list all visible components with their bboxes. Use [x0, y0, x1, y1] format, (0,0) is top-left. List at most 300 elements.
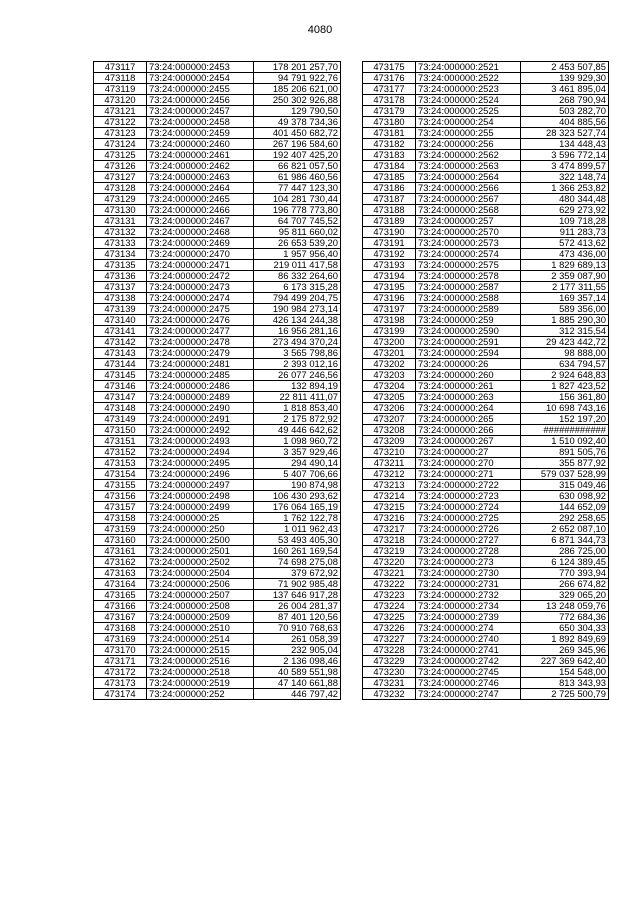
record-number-cell: 473142 [94, 337, 147, 348]
cadastral-number-cell: 73:24:000000:2470 [147, 249, 254, 260]
cadastral-number-cell: 73:24:000000:2739 [416, 612, 521, 623]
cadastral-number-cell: 73:24:000000:2570 [416, 227, 521, 238]
record-number-cell: 473173 [94, 678, 147, 689]
value-cell: 156 361,80 [521, 392, 609, 403]
record-number-cell: 473199 [363, 326, 416, 337]
value-cell: 891 505,76 [521, 447, 609, 458]
cadastral-number-cell: 73:24:000000:2465 [147, 194, 254, 205]
table-row [363, 227, 609, 238]
value-cell: 71 902 985,48 [254, 579, 341, 590]
table-row [94, 513, 341, 524]
table-row [94, 502, 341, 513]
record-number-cell: 473136 [94, 271, 147, 282]
record-number-cell: 473179 [363, 106, 416, 117]
table-row [363, 656, 609, 667]
table-row [363, 414, 609, 425]
table-row [363, 579, 609, 590]
cadastral-number-cell: 73:24:000000:2522 [416, 73, 521, 84]
table-row [363, 326, 609, 337]
table-row [94, 546, 341, 557]
record-number-cell: 473200 [363, 337, 416, 348]
value-cell: 26 653 539,20 [254, 238, 341, 249]
value-cell: 86 332 264,60 [254, 271, 341, 282]
table-row [94, 194, 341, 205]
record-number-cell: 473209 [363, 436, 416, 447]
cadastral-number-cell: 73:24:000000:2568 [416, 205, 521, 216]
cadastral-number-cell: 73:24:000000:2463 [147, 172, 254, 183]
value-cell: 95 811 660,02 [254, 227, 341, 238]
table-row [94, 205, 341, 216]
cadastral-number-cell: 73:24:000000:274 [416, 623, 521, 634]
cadastral-number-cell: 73:24:000000:2514 [147, 634, 254, 645]
record-number-cell: 473174 [94, 689, 147, 700]
value-cell: 26 077 246,56 [254, 370, 341, 381]
value-cell: 169 357,14 [521, 293, 609, 304]
cadastral-number-cell: 73:24:000000:2566 [416, 183, 521, 194]
cadastral-number-cell: 73:24:000000:2471 [147, 260, 254, 271]
table-row [363, 337, 609, 348]
record-number-cell: 473221 [363, 568, 416, 579]
cadastral-number-cell: 73:24:000000:2562 [416, 150, 521, 161]
table-row [94, 667, 341, 678]
value-cell: 53 493 405,30 [254, 535, 341, 546]
table-row [363, 480, 609, 491]
table-row [94, 491, 341, 502]
value-cell: 1 957 956,40 [254, 249, 341, 260]
cadastral-number-cell: 73:24:000000:2590 [416, 326, 521, 337]
record-number-cell: 473127 [94, 172, 147, 183]
page-number: 4080 [307, 24, 333, 36]
cadastral-number-cell: 73:24:000000:2723 [416, 491, 521, 502]
value-cell: 98 888,00 [521, 348, 609, 359]
record-number-cell: 473226 [363, 623, 416, 634]
value-cell: 154 548,00 [521, 667, 609, 678]
record-number-cell: 473178 [363, 95, 416, 106]
record-number-cell: 473119 [94, 84, 147, 95]
table-row [363, 469, 609, 480]
table-row [363, 293, 609, 304]
value-cell: 61 986 460,56 [254, 172, 341, 183]
record-number-cell: 473124 [94, 139, 147, 150]
value-cell: 2 175 872,92 [254, 414, 341, 425]
value-cell: 13 248 059,76 [521, 601, 609, 612]
record-number-cell: 473153 [94, 458, 147, 469]
table-row [94, 183, 341, 194]
table-row [363, 260, 609, 271]
table-row [363, 359, 609, 370]
table-row [363, 535, 609, 546]
record-number-cell: 473170 [94, 645, 147, 656]
cadastral-number-cell: 73:24:000000:2573 [416, 238, 521, 249]
value-cell: 104 281 730,44 [254, 194, 341, 205]
record-number-cell: 473232 [363, 689, 416, 700]
cadastral-number-cell: 73:24:000000:2746 [416, 678, 521, 689]
record-number-cell: 473191 [363, 238, 416, 249]
value-cell: 379 672,92 [254, 568, 341, 579]
record-number-cell: 473230 [363, 667, 416, 678]
value-cell: 6 871 344,73 [521, 535, 609, 546]
value-cell: 355 877,92 [521, 458, 609, 469]
value-cell: 446 797,42 [254, 689, 341, 700]
cadastral-number-cell: 73:24:000000:2510 [147, 623, 254, 634]
record-number-cell: 473121 [94, 106, 147, 117]
value-cell: 250 302 926,88 [254, 95, 341, 106]
cadastral-number-cell: 73:24:000000:266 [416, 425, 521, 436]
table-row [94, 260, 341, 271]
value-cell: 16 956 281,16 [254, 326, 341, 337]
value-cell: 190 874,98 [254, 480, 341, 491]
right-table-body [363, 62, 609, 700]
value-cell: 266 674,82 [521, 579, 609, 590]
record-number-cell: 473180 [363, 117, 416, 128]
record-number-cell: 473133 [94, 238, 147, 249]
table-row [94, 337, 341, 348]
cadastral-number-cell: 73:24:000000:2473 [147, 282, 254, 293]
record-number-cell: 473165 [94, 590, 147, 601]
value-cell: 503 282,70 [521, 106, 609, 117]
table-row [363, 216, 609, 227]
cadastral-number-cell: 73:24:000000:2563 [416, 161, 521, 172]
value-cell: 1 827 423,52 [521, 381, 609, 392]
record-number-cell: 473228 [363, 645, 416, 656]
value-cell: 64 707 745,52 [254, 216, 341, 227]
table-row [363, 590, 609, 601]
table-row [363, 271, 609, 282]
record-number-cell: 473150 [94, 425, 147, 436]
record-number-cell: 473120 [94, 95, 147, 106]
cadastral-number-cell: 73:24:000000:265 [416, 414, 521, 425]
record-number-cell: 473126 [94, 161, 147, 172]
value-cell: 22 811 411,07 [254, 392, 341, 403]
record-number-cell: 473129 [94, 194, 147, 205]
value-cell: 1 366 253,82 [521, 183, 609, 194]
record-number-cell: 473194 [363, 271, 416, 282]
cadastral-number-cell: 73:24:000000:2461 [147, 150, 254, 161]
cadastral-number-cell: 73:24:000000:2508 [147, 601, 254, 612]
record-number-cell: 473192 [363, 249, 416, 260]
cadastral-number-cell: 73:24:000000:2502 [147, 557, 254, 568]
value-cell: 401 450 682,72 [254, 128, 341, 139]
record-number-cell: 473162 [94, 557, 147, 568]
record-number-cell: 473206 [363, 403, 416, 414]
value-cell: 267 196 584,60 [254, 139, 341, 150]
table-row [363, 106, 609, 117]
record-number-cell: 473155 [94, 480, 147, 491]
record-number-cell: 473190 [363, 227, 416, 238]
value-cell: 292 258,65 [521, 513, 609, 524]
value-cell: 66 821 057,50 [254, 161, 341, 172]
record-number-cell: 473148 [94, 403, 147, 414]
table-row [94, 458, 341, 469]
cadastral-number-cell: 73:24:000000:2477 [147, 326, 254, 337]
cadastral-number-cell: 73:24:000000:2491 [147, 414, 254, 425]
table-row [363, 381, 609, 392]
value-cell: 70 910 768,63 [254, 623, 341, 634]
cadastral-number-cell: 73:24:000000:2495 [147, 458, 254, 469]
table-row [94, 645, 341, 656]
value-cell: 6 124 389,45 [521, 557, 609, 568]
value-cell: 77 447 123,30 [254, 183, 341, 194]
cadastral-number-cell: 73:24:000000:2474 [147, 293, 254, 304]
record-number-cell: 473156 [94, 491, 147, 502]
cadastral-number-cell: 73:24:000000:264 [416, 403, 521, 414]
table-row [363, 557, 609, 568]
cadastral-number-cell: 73:24:000000:2745 [416, 667, 521, 678]
cadastral-number-cell: 73:24:000000:2462 [147, 161, 254, 172]
value-cell: 1 818 853,40 [254, 403, 341, 414]
table-row [94, 436, 341, 447]
value-cell: 129 790,50 [254, 106, 341, 117]
value-cell: 634 794,57 [521, 359, 609, 370]
table-row [94, 348, 341, 359]
record-number-cell: 473147 [94, 392, 147, 403]
table-row [94, 612, 341, 623]
table-row [94, 161, 341, 172]
table-row [363, 645, 609, 656]
table-row [94, 381, 341, 392]
cadastral-number-cell: 73:24:000000:2493 [147, 436, 254, 447]
record-number-cell: 473181 [363, 128, 416, 139]
table-row [363, 546, 609, 557]
table-row [94, 689, 341, 700]
table-row [94, 139, 341, 150]
cadastral-number-cell: 73:24:000000:252 [147, 689, 254, 700]
cadastral-number-cell: 73:24:000000:2518 [147, 667, 254, 678]
cadastral-number-cell: 73:24:000000:2730 [416, 568, 521, 579]
record-number-cell: 473217 [363, 524, 416, 535]
record-number-cell: 473161 [94, 546, 147, 557]
record-number-cell: 473149 [94, 414, 147, 425]
value-cell: 273 494 370,24 [254, 337, 341, 348]
table-row [94, 304, 341, 315]
record-number-cell: 473220 [363, 557, 416, 568]
value-cell: 589 356,00 [521, 304, 609, 315]
record-number-cell: 473207 [363, 414, 416, 425]
cadastral-number-cell: 73:24:000000:2492 [147, 425, 254, 436]
cadastral-number-cell: 73:24:000000:2454 [147, 73, 254, 84]
table-row [363, 513, 609, 524]
table-row [363, 249, 609, 260]
value-cell: 404 885,56 [521, 117, 609, 128]
value-cell: 426 134 244,38 [254, 315, 341, 326]
record-number-cell: 473135 [94, 260, 147, 271]
record-number-cell: 473169 [94, 634, 147, 645]
cadastral-number-cell: 73:24:000000:2499 [147, 502, 254, 513]
table-row [94, 579, 341, 590]
table-row [94, 469, 341, 480]
value-cell: 1 892 849,69 [521, 634, 609, 645]
record-number-cell: 473229 [363, 656, 416, 667]
cadastral-number-cell: 73:24:000000:25 [147, 513, 254, 524]
value-cell: 1 829 689,13 [521, 260, 609, 271]
cadastral-number-cell: 73:24:000000:2472 [147, 271, 254, 282]
cadastral-number-cell: 73:24:000000:2476 [147, 315, 254, 326]
record-number-cell: 473219 [363, 546, 416, 557]
cadastral-number-cell: 73:24:000000:2740 [416, 634, 521, 645]
value-cell: 770 393,94 [521, 568, 609, 579]
table-row [94, 634, 341, 645]
table-row [94, 480, 341, 491]
cadastral-number-cell: 73:24:000000:2489 [147, 392, 254, 403]
value-cell: 813 343,93 [521, 678, 609, 689]
cadastral-number-cell: 73:24:000000:2455 [147, 84, 254, 95]
cadastral-number-cell: 73:24:000000:2727 [416, 535, 521, 546]
table-row [363, 491, 609, 502]
cadastral-number-cell: 73:24:000000:2747 [416, 689, 521, 700]
table-row [94, 414, 341, 425]
record-number-cell: 473152 [94, 447, 147, 458]
table-row [94, 62, 341, 73]
cadastral-number-cell: 73:24:000000:2724 [416, 502, 521, 513]
value-cell: 772 684,36 [521, 612, 609, 623]
record-number-cell: 473208 [363, 425, 416, 436]
cadastral-number-cell: 73:24:000000:271 [416, 469, 521, 480]
cadastral-number-cell: 73:24:000000:2456 [147, 95, 254, 106]
value-cell: 134 448,43 [521, 139, 609, 150]
record-number-cell: 473118 [94, 73, 147, 84]
cadastral-number-cell: 73:24:000000:254 [416, 117, 521, 128]
value-cell: 3 461 895,04 [521, 84, 609, 95]
record-number-cell: 473171 [94, 656, 147, 667]
record-number-cell: 473138 [94, 293, 147, 304]
value-cell: 87 401 120,56 [254, 612, 341, 623]
cadastral-number-cell: 73:24:000000:2497 [147, 480, 254, 491]
value-cell: 1 098 960,72 [254, 436, 341, 447]
cadastral-number-cell: 73:24:000000:2524 [416, 95, 521, 106]
record-number-cell: 473168 [94, 623, 147, 634]
record-number-cell: 473223 [363, 590, 416, 601]
record-number-cell: 473205 [363, 392, 416, 403]
table-row [94, 425, 341, 436]
record-number-cell: 473141 [94, 326, 147, 337]
record-number-cell: 473140 [94, 315, 147, 326]
record-number-cell: 473163 [94, 568, 147, 579]
cadastral-number-cell: 73:24:000000:2475 [147, 304, 254, 315]
value-cell: 794 499 204,75 [254, 293, 341, 304]
record-number-cell: 473125 [94, 150, 147, 161]
cadastral-number-cell: 73:24:000000:2498 [147, 491, 254, 502]
table-row [363, 425, 609, 436]
value-cell: 572 413,62 [521, 238, 609, 249]
record-number-cell: 473160 [94, 535, 147, 546]
table-row [363, 502, 609, 513]
cadastral-number-cell: 73:24:000000:2501 [147, 546, 254, 557]
value-cell: 6 173 315,28 [254, 282, 341, 293]
table-row [94, 535, 341, 546]
record-number-cell: 473213 [363, 480, 416, 491]
record-number-cell: 473122 [94, 117, 147, 128]
table-row [94, 568, 341, 579]
value-cell: 2 177 311,55 [521, 282, 609, 293]
value-cell: 1 885 290,30 [521, 315, 609, 326]
value-cell: 3 596 772,14 [521, 150, 609, 161]
value-cell: 29 423 442,72 [521, 337, 609, 348]
cadastral-number-cell: 73:24:000000:2525 [416, 106, 521, 117]
value-cell: 1 510 092,40 [521, 436, 609, 447]
table-row [363, 205, 609, 216]
cadastral-number-cell: 73:24:000000:2486 [147, 381, 254, 392]
value-cell: 139 929,30 [521, 73, 609, 84]
record-number-cell: 473198 [363, 315, 416, 326]
cadastral-number-cell: 73:24:000000:2742 [416, 656, 521, 667]
table-row [94, 293, 341, 304]
table-row [94, 590, 341, 601]
value-cell: 480 344,48 [521, 194, 609, 205]
record-number-cell: 473231 [363, 678, 416, 689]
table-row [363, 62, 609, 73]
record-number-cell: 473167 [94, 612, 147, 623]
record-number-cell: 473204 [363, 381, 416, 392]
cadastral-number-cell: 73:24:000000:2464 [147, 183, 254, 194]
cadastral-number-cell: 73:24:000000:2509 [147, 612, 254, 623]
table-row [363, 128, 609, 139]
value-cell: 28 323 527,74 [521, 128, 609, 139]
value-cell: 2 453 507,85 [521, 62, 609, 73]
table-row [363, 161, 609, 172]
value-cell: 227 369 642,40 [521, 656, 609, 667]
record-number-cell: 473189 [363, 216, 416, 227]
cadastral-number-cell: 73:24:000000:2567 [416, 194, 521, 205]
table-row [363, 403, 609, 414]
value-cell: 312 315,54 [521, 326, 609, 337]
record-number-cell: 473139 [94, 304, 147, 315]
value-cell: 185 206 621,00 [254, 84, 341, 95]
value-cell: 176 064 165,19 [254, 502, 341, 513]
cadastral-number-cell: 73:24:000000:26 [416, 359, 521, 370]
cadastral-number-cell: 73:24:000000:2460 [147, 139, 254, 150]
record-number-cell: 473216 [363, 513, 416, 524]
table-row [363, 612, 609, 623]
value-cell: 2 924 648,83 [521, 370, 609, 381]
table-row [94, 216, 341, 227]
cadastral-number-cell: 73:24:000000:2587 [416, 282, 521, 293]
value-cell: 322 148,74 [521, 172, 609, 183]
table-row [94, 392, 341, 403]
record-number-cell: 473187 [363, 194, 416, 205]
cadastral-number-cell: 73:24:000000:2594 [416, 348, 521, 359]
cadastral-number-cell: 73:24:000000:260 [416, 370, 521, 381]
record-number-cell: 473172 [94, 667, 147, 678]
value-cell: 109 718,28 [521, 216, 609, 227]
value-cell: 74 698 275,08 [254, 557, 341, 568]
table-row [363, 601, 609, 612]
cadastral-number-cell: 73:24:000000:2523 [416, 84, 521, 95]
cadastral-number-cell: 73:24:000000:273 [416, 557, 521, 568]
record-number-cell: 473146 [94, 381, 147, 392]
value-cell: 650 304,33 [521, 623, 609, 634]
cadastral-number-cell: 73:24:000000:2496 [147, 469, 254, 480]
cadastral-number-cell: 73:24:000000:2575 [416, 260, 521, 271]
record-number-cell: 473143 [94, 348, 147, 359]
cadastral-number-cell: 73:24:000000:250 [147, 524, 254, 535]
record-number-cell: 473117 [94, 62, 147, 73]
table-row [363, 238, 609, 249]
table-row [94, 623, 341, 634]
record-number-cell: 473195 [363, 282, 416, 293]
cadastral-number-cell: 73:24:000000:2519 [147, 678, 254, 689]
table-row [363, 568, 609, 579]
table-row [94, 403, 341, 414]
record-number-cell: 473130 [94, 205, 147, 216]
cadastral-number-cell: 73:24:000000:257 [416, 216, 521, 227]
table-row [94, 84, 341, 95]
record-number-cell: 473225 [363, 612, 416, 623]
table-row [94, 524, 341, 535]
value-cell: 629 273,92 [521, 205, 609, 216]
record-number-cell: 473203 [363, 370, 416, 381]
cadastral-number-cell: 73:24:000000:2507 [147, 590, 254, 601]
value-cell: 2 725 500,79 [521, 689, 609, 700]
